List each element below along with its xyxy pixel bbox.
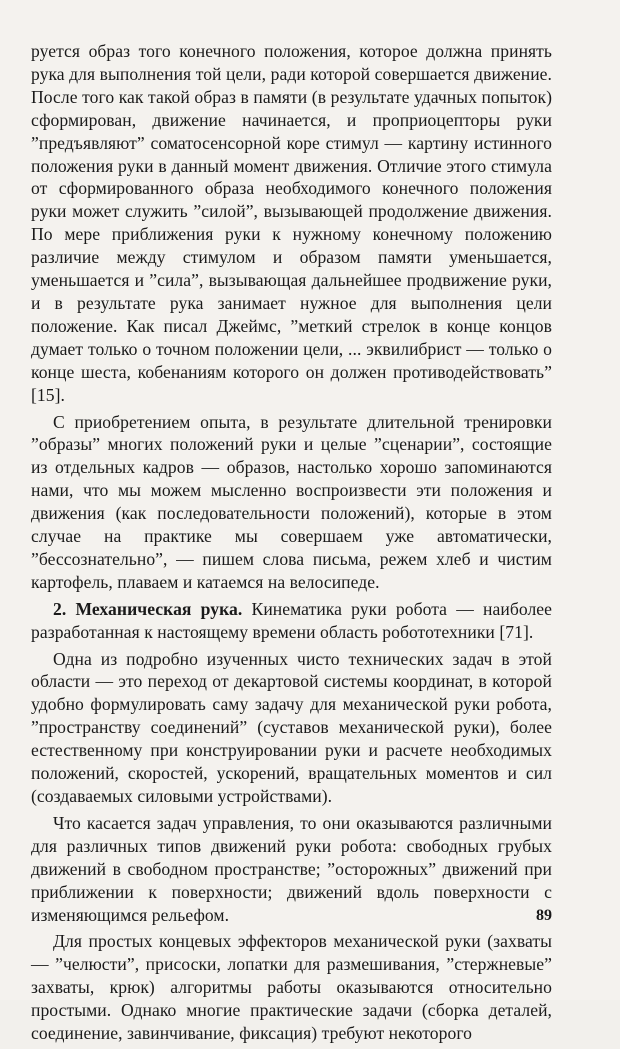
- paragraph-6: [31, 930, 552, 1045]
- paragraph-4-text: Одна из подробно изученных чисто технических задач в этой области — это переход от декартовой системы координат, в которой удобно формулировать саму задачу для механической руки робота, ”пространству соединений” (суставов механической руки), более естественному при конструировании руки и расчете необходимых положений, скоростей, ускорений, вращательных моментов и сил (создаваемых силовыми устройствами).: [31, 648, 552, 806]
- paragraph-5-text: Что касается задач управления, то они оказываются различными для различных типов движений руки робота: свободных грубых движений в свободном пространстве; ”осторожных” движений при приближении к поверхности; движений вдоль поверхности с изменяющимся рельефом.: [31, 812, 552, 925]
- paragraph-1-text: руется образ того конечного положения, которое должна принять рука для выполнения той цели, ради которой совершается движение. После того как такой образ в памяти (в результате удачных попыток) сформирован, движение начинается, и проприоцепторы руки ”предъявляют” соматосенсорной коре стимул — картину истинного положения руки в данный момент движения. Отличие этого стимула от сформированного образа необходимого конечного положения руки может служить ”силой”, вызывающей продолжение движения. По мере приближения руки к нужному конечному положению различие между стимулом и образом памяти уменьшается, уменьшается и ”сила”, вызывающая дальнейшее продвижение руки, и в результате рука занимает нужное для выполнения цели положение. Как писал Джеймс, ”меткий стрелок в конце концов думает только о точном положении цели, ... эквилибрист — только о конце шеста, кобенаниям которого он должен противодействовать” [15].: [31, 41, 552, 405]
- page-number: 89: [536, 907, 552, 924]
- paragraph-5: [31, 812, 552, 927]
- body-text: [31, 40, 552, 1049]
- paragraph-6-text: Для простых концевых эффекторов механической руки (захваты — ”челюсти”, присоски, лопатки для размешивания, ”стержневые” захваты, крюк) алгоритмы работы оказываются относительно простыми. Однако многие практические задачи (сборка деталей, соединение, завинчивание, фиксация) требуют некоторого: [31, 931, 552, 1044]
- section-heading: 2. Механическая рука.: [53, 598, 243, 619]
- paragraph-3: [31, 598, 552, 644]
- paragraph-2: [31, 411, 552, 594]
- paragraph-1: [31, 40, 552, 407]
- paragraph-3-text: Кинематика руки робота — наиболее разработанная к настоящему времени область робототехники [71].: [31, 598, 552, 642]
- paragraph-2-text: С приобретением опыта, в результате длительной тренировки ”образы” многих положений руки и целые ”сценарии”, состоящие из отдельных кадров — образов, настолько хорошо запоминаются нами, что мы можем мысленно воспроизвести эти положения и движения (как последовательности положений), которые в этом случае на практике мы совершаем уже автоматически, ”бессознательно”, — пишем слова письма, режем хлеб и чистим картофель, плаваем и катаемся на велосипеде.: [31, 411, 552, 592]
- paragraph-4: [31, 648, 552, 808]
